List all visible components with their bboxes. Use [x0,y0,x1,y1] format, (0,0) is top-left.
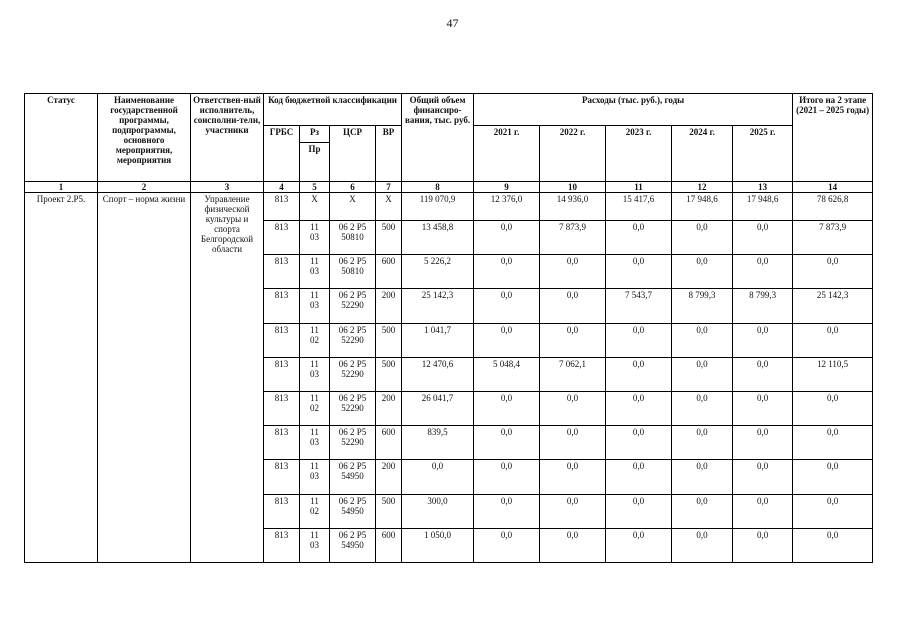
csr-direction-code: 54950 [341,471,364,482]
year-2025-cell: 0,0 [733,221,793,255]
vr-cell: 500 [376,357,402,391]
year-2024-cell: 0,0 [672,221,733,255]
csr-program-code: 06 2 Р5 [338,290,367,301]
csr-program-code: 06 2 Р5 [338,358,367,369]
year-2021-cell: 0,0 [474,528,540,562]
header-year-2024: 2024 г. [672,126,733,182]
year-2022-cell: 0,0 [540,289,606,323]
grbs-cell: 813 [264,391,300,425]
pr-value: 02 [310,505,319,516]
year-2025-cell: 0,0 [733,255,793,289]
year-2023-cell: 0,0 [606,255,672,289]
pr-value: 03 [310,471,319,482]
column-number: 2 [98,182,191,193]
header-row [25,94,873,126]
stage-total-cell: 0,0 [793,494,873,528]
stage-total-cell: 7 873,9 [793,221,873,255]
stage-total-cell: 0,0 [793,460,873,494]
header-csr: ЦСР [330,126,376,182]
total-volume-cell: 1 041,7 [402,323,474,357]
year-2022-cell: 14 936,0 [540,193,606,221]
column-number: 3 [191,182,264,193]
total-volume-cell: 300,0 [402,494,474,528]
year-2024-cell: 0,0 [672,391,733,425]
total-volume-cell: 839,5 [402,426,474,460]
year-2021-cell: 5 048,4 [474,357,540,391]
csr-cell [330,460,376,494]
stage-total-cell: 25 142,3 [793,289,873,323]
stage-total-cell: 0,0 [793,391,873,425]
csr-direction-code: 52290 [341,334,364,345]
project-status-cell: Проект 2.Р5. [25,193,98,563]
csr-direction-code: 54950 [341,505,364,516]
project-responsible-cell: Управление физической культуры и спорта Белгородской области [191,193,264,563]
grbs-cell: 813 [264,255,300,289]
column-number: 8 [402,182,474,193]
year-2025-cell: 0,0 [733,528,793,562]
year-2022-cell: 7 873,9 [540,221,606,255]
grbs-cell: 813 [264,221,300,255]
header-stage-total: Итого на 2 этапе (2021 – 2025 годы) [793,94,873,182]
header-pr: Пр [300,143,330,182]
total-volume-cell: 13 458,8 [402,221,474,255]
year-2022-cell: 0,0 [540,255,606,289]
year-2024-cell: 17 948,6 [672,193,733,221]
year-2021-cell: 0,0 [474,323,540,357]
header-year-2022: 2022 г. [540,126,606,182]
rz-pr-cell [300,528,330,562]
header-year-2021: 2021 г. [474,126,540,182]
column-number: 5 [300,182,330,193]
total-volume-cell: 0,0 [402,460,474,494]
csr-cell [330,323,376,357]
vr-cell: 600 [376,255,402,289]
vr-cell: X [376,193,402,221]
budget-table [24,93,873,563]
header-expenses: Расходы (тыс. руб.), годы [474,94,793,126]
stage-total-cell: 12 110,5 [793,357,873,391]
header-responsible: Ответствен-ный исполнитель, соисполни-тели, участники [191,94,264,182]
year-2021-cell: 0,0 [474,255,540,289]
total-volume-cell: 5 226,2 [402,255,474,289]
column-number: 12 [672,182,733,193]
csr-cell [330,193,376,221]
grbs-cell: 813 [264,323,300,357]
rz-value: 11 [310,392,319,403]
csr-program-code: 06 2 Р5 [338,495,367,506]
grbs-cell: 813 [264,426,300,460]
stage-total-cell: 78 626,8 [793,193,873,221]
year-2025-cell: 0,0 [733,391,793,425]
year-2023-cell: 0,0 [606,391,672,425]
pr-value: 03 [310,368,319,379]
year-2022-cell: 0,0 [540,460,606,494]
total-volume-cell: 12 470,6 [402,357,474,391]
vr-cell: 500 [376,221,402,255]
csr-direction-code: 50810 [341,232,364,242]
year-2025-cell: 0,0 [733,460,793,494]
rz-pr-cell [300,494,330,528]
total-volume-cell: 1 050,0 [402,528,474,562]
csr-cell [330,255,376,289]
year-2021-cell: 0,0 [474,494,540,528]
year-2023-cell: 15 417,6 [606,193,672,221]
pr-value: 02 [310,334,319,345]
year-2025-cell: 0,0 [733,357,793,391]
column-number: 11 [606,182,672,193]
pr-value: 02 [310,402,319,413]
year-2024-cell: 0,0 [672,494,733,528]
rz-value: 11 [310,256,319,267]
rz-pr-cell [300,289,330,323]
csr-program-code: 06 2 Р5 [338,222,367,232]
year-2023-cell: 0,0 [606,426,672,460]
pr-value: 03 [310,539,319,550]
rz-pr-cell [300,426,330,460]
csr-program-code: X [349,194,356,204]
year-2021-cell: 0,0 [474,289,540,323]
rz-pr-cell [300,357,330,391]
year-2022-cell: 0,0 [540,391,606,425]
year-2025-cell: 0,0 [733,323,793,357]
grbs-cell: 813 [264,289,300,323]
year-2022-cell: 0,0 [540,323,606,357]
csr-direction-code: 52290 [341,300,364,311]
csr-direction-code: 52290 [341,368,364,379]
column-number: 9 [474,182,540,193]
project-name-cell: Спорт – норма жизни [98,193,191,563]
rz-value: 11 [310,222,319,232]
header-budget-code: Код бюджетной классификации [264,94,402,126]
header-year-2023: 2023 г. [606,126,672,182]
csr-cell [330,221,376,255]
column-number: 14 [793,182,873,193]
year-2023-cell: 0,0 [606,323,672,357]
column-number: 7 [376,182,402,193]
header-total-volume: Общий объем финансиро-вания, тыс. руб. [402,94,474,182]
year-2021-cell: 0,0 [474,221,540,255]
csr-direction-code: 50810 [341,266,364,277]
year-2022-cell: 0,0 [540,528,606,562]
rz-value: X [311,194,318,204]
csr-program-code: 06 2 Р5 [338,324,367,335]
vr-cell: 200 [376,289,402,323]
grbs-cell: 813 [264,357,300,391]
rz-pr-cell [300,221,330,255]
year-2024-cell: 0,0 [672,528,733,562]
vr-cell: 200 [376,460,402,494]
stage-total-cell: 0,0 [793,255,873,289]
header-grbs: ГРБС [264,126,300,182]
year-2024-cell: 0,0 [672,323,733,357]
csr-direction-code: 52290 [341,402,364,413]
total-volume-cell: 119 070,9 [402,193,474,221]
header-status: Статус [25,94,98,182]
csr-program-code: 06 2 Р5 [338,427,367,438]
grbs-cell: 813 [264,460,300,494]
csr-program-code: 06 2 Р5 [338,529,367,540]
year-2022-cell: 0,0 [540,494,606,528]
csr-cell [330,426,376,460]
rz-pr-cell [300,323,330,357]
table-row [25,193,873,221]
year-2024-cell: 0,0 [672,357,733,391]
year-2025-cell: 8 799,3 [733,289,793,323]
rz-pr-cell [300,255,330,289]
vr-cell: 500 [376,494,402,528]
column-number: 4 [264,182,300,193]
stage-total-cell: 0,0 [793,426,873,460]
pr-value: 03 [310,232,319,242]
vr-cell: 600 [376,426,402,460]
rz-value: 11 [310,427,319,438]
year-2023-cell: 0,0 [606,221,672,255]
year-2024-cell: 0,0 [672,426,733,460]
year-2024-cell: 0,0 [672,255,733,289]
rz-value: 11 [310,495,319,506]
vr-cell: 200 [376,391,402,425]
csr-direction-code: 52290 [341,437,364,448]
year-2025-cell: 0,0 [733,494,793,528]
total-volume-cell: 25 142,3 [402,289,474,323]
grbs-cell: 813 [264,494,300,528]
grbs-cell: 813 [264,528,300,562]
csr-cell [330,528,376,562]
vr-cell: 600 [376,528,402,562]
year-2021-cell: 12 376,0 [474,193,540,221]
year-2022-cell: 7 062,1 [540,357,606,391]
year-2023-cell: 0,0 [606,494,672,528]
stage-total-cell: 0,0 [793,323,873,357]
rz-value: 11 [310,461,319,472]
rz-value: 11 [310,324,319,335]
rz-pr-cell [300,193,330,221]
csr-cell [330,494,376,528]
year-2024-cell: 8 799,3 [672,289,733,323]
csr-program-code: 06 2 Р5 [338,256,367,267]
year-2024-cell: 0,0 [672,460,733,494]
header-rz: Рз [300,126,330,143]
header-name: Наименование государственной программы, подпрограммы, основного мероприятия, мероприятия [98,94,191,182]
csr-cell [330,289,376,323]
year-2023-cell: 0,0 [606,528,672,562]
column-number: 6 [330,182,376,193]
rz-pr-cell [300,391,330,425]
total-volume-cell: 26 041,7 [402,391,474,425]
header-vr: ВР [376,126,402,182]
csr-program-code: 06 2 Р5 [338,461,367,472]
rz-value: 11 [310,290,319,301]
header-year-2025: 2025 г. [733,126,793,182]
year-2023-cell: 0,0 [606,460,672,494]
pr-value: 03 [310,266,319,277]
year-2021-cell: 0,0 [474,460,540,494]
rz-value: 11 [310,529,319,540]
csr-cell [330,391,376,425]
year-2022-cell: 0,0 [540,426,606,460]
year-2025-cell: 17 948,6 [733,193,793,221]
column-number: 13 [733,182,793,193]
year-2023-cell: 0,0 [606,357,672,391]
column-number: 1 [25,182,98,193]
stage-total-cell: 0,0 [793,528,873,562]
year-2021-cell: 0,0 [474,391,540,425]
csr-direction-code: 54950 [341,539,364,550]
column-number: 10 [540,182,606,193]
csr-cell [330,357,376,391]
vr-cell: 500 [376,323,402,357]
year-2025-cell: 0,0 [733,426,793,460]
rz-value: 11 [310,358,319,369]
pr-value: 03 [310,437,319,448]
year-2021-cell: 0,0 [474,426,540,460]
column-number-row [25,182,873,193]
year-2023-cell: 7 543,7 [606,289,672,323]
page-number: 47 [446,16,459,30]
rz-pr-cell [300,460,330,494]
csr-program-code: 06 2 Р5 [338,392,367,403]
grbs-cell: 813 [264,193,300,221]
pr-value: 03 [310,300,319,311]
